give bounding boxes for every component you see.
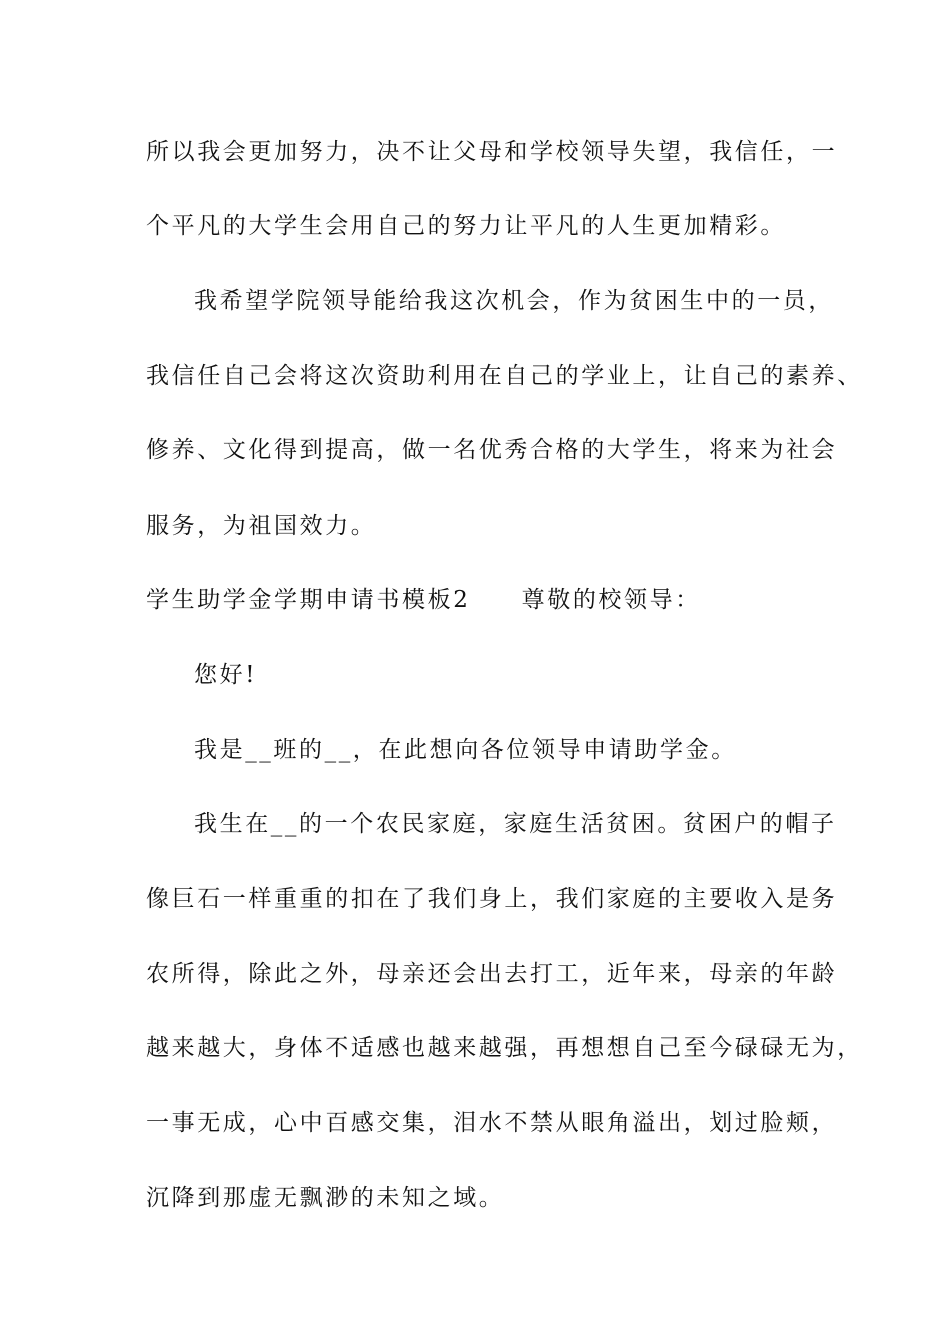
section-heading: 学生助学金学期申请书模板2 尊敬的校领导： bbox=[146, 587, 701, 613]
paragraph-line: 我信任自己会将这次资助利用在自己的学业上，让自己的素养、 bbox=[146, 363, 863, 389]
paragraph-line: 像巨石一样重重的扣在了我们身上，我们家庭的主要收入是务 bbox=[146, 886, 838, 912]
paragraph-line: 服务，为祖国效力。 bbox=[146, 513, 377, 539]
paragraph-line: 修养、文化得到提高，做一名优秀合格的大学生，将来为社会 bbox=[146, 437, 838, 463]
paragraph-line: 农所得，除此之外，母亲还会出去打工，近年来，母亲的年龄 bbox=[146, 961, 838, 987]
paragraph-line: 个平凡的大学生会用自己的努力让平凡的人生更加精彩。 bbox=[146, 213, 786, 239]
paragraph-line: 一事无成，心中百感交集，泪水不禁从眼角溢出，划过脸颊， bbox=[146, 1110, 838, 1136]
paragraph-line: 我生在__的一个农民家庭，家庭生活贫困。贫困户的帽子 bbox=[194, 811, 837, 837]
paragraph-line: 我希望学院领导能给我这次机会，作为贫困生中的一员， bbox=[194, 288, 834, 314]
paragraph-line: 沉降到那虚无飘渺的未知之域。 bbox=[146, 1185, 505, 1211]
paragraph-line: 所以我会更加努力，决不让父母和学校领导失望，我信任，一 bbox=[146, 139, 838, 165]
paragraph-line: 我是__班的__，在此想向各位领导申请助学金。 bbox=[194, 737, 737, 763]
paragraph-line: 越来越大，身体不适感也越来越强，再想想自己至今碌碌无为， bbox=[146, 1035, 863, 1061]
greeting-line: 您好! bbox=[194, 662, 258, 688]
